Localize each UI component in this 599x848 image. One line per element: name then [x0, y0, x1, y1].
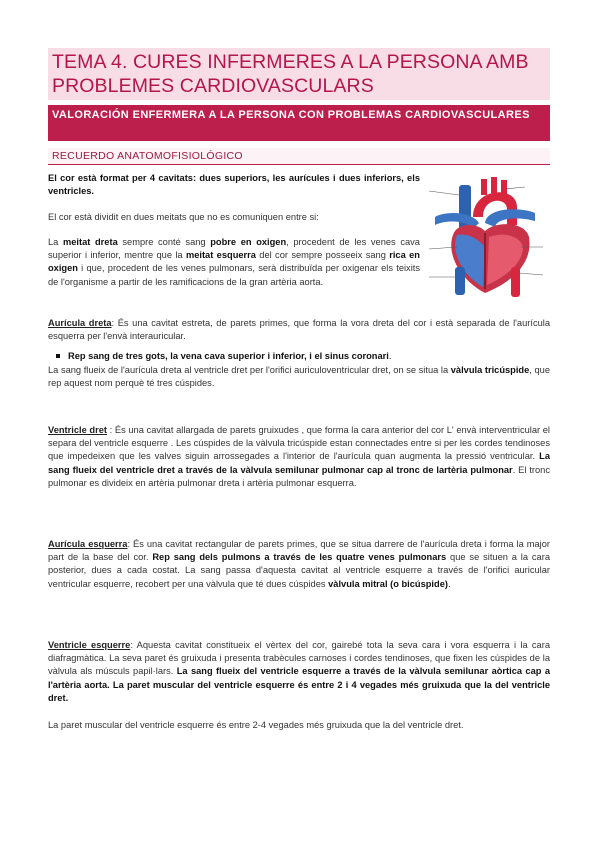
bold-run: pobre en oxigen [210, 237, 287, 247]
bullet-text: Rep sang de tres gots, la vena cava superior i inferior, i el sinus coronari [68, 351, 389, 362]
auricula-dreta-heading: Aurícula dreta [48, 318, 112, 328]
text-run: que se situen a la cara posterior, dues a cada costat. La sang passa d'aquesta cavitat al ventricle esquerre a través de l'orifici auricular ventricular esquerre, recobert per una vàlvula que té dues cúspides [48, 552, 550, 589]
ventricle-esquerre-section [48, 639, 550, 705]
bold-run: La sang flueix del ventricle esquerre a través de la vàlvula semilunar aòrtica cap a l'artèria aorta. La paret muscular del ventricle esquerre és entre 2 i 4 vegades més gruixuda que la del ventricle dret. [48, 666, 550, 703]
ventricle-dret-heading: Ventricle dret [48, 425, 107, 435]
text-run: , que rep aquest nom perquè té tres cúspides. [48, 364, 550, 388]
text-run: , procedent de les venes cava superior i inferior, mentre que la [48, 237, 420, 261]
intro-paragraph [48, 172, 420, 198]
auricula-dreta-section [48, 317, 550, 390]
bullet-end: . [388, 351, 392, 362]
text-run: La sang flueix de l'aurícula dreta al ventricle dret per l'orifici auriculoventricular dret, on se situa la [48, 364, 451, 375]
auricula-esquerra-heading: Aurícula esquerra [48, 539, 128, 549]
text-run: . El tronc pulmonar es divideix en artèria pulmonar dreta i artèria pulmonar esquerra. [48, 464, 551, 488]
section-title: RECUERDO ANATOMOFISIOLÓGICO [52, 150, 243, 162]
bold-run: meitat esquerra [185, 250, 256, 261]
bold-run: vàlvula tricúspide [450, 364, 530, 375]
text-run: del cor sempre posseeix sang [255, 250, 390, 261]
section-header [48, 148, 550, 165]
bold-run: La sang flueix del ventricle dret a través de la vàlvula semilunar pulmonar cap al tronc de lartèria pulmonar [48, 451, 550, 475]
text-run: La [48, 237, 63, 247]
heart-diagram-image [425, 177, 548, 299]
text-run: . [447, 578, 451, 589]
bold-run: vàlvula mitral (o bicúspide) [328, 578, 448, 589]
halves-paragraph [48, 211, 420, 224]
page-title: TEMA 4. CURES INFERMERES A LA PERSONA AMB PROBLEMES CARDIOVASCULARS [52, 51, 529, 97]
bold-run: rica en oxigen [48, 250, 420, 274]
auricula-dreta-list [48, 350, 550, 363]
text-run: : És una cavitat rectangular de parets primes, que se situa darrere de l'aurícula dreta i forma la major part de la base del cor. [48, 539, 550, 563]
subtitle-banner [48, 105, 550, 141]
list-item [68, 350, 550, 363]
bold-run: meitat dreta [62, 237, 118, 247]
final-paragraph [48, 719, 550, 732]
final-text: La paret muscular del ventricle esquerre és entre 2-4 vegades més gruixuda que la del ventricle dret. [48, 720, 464, 730]
ventricle-dret-section [48, 424, 550, 490]
text-run: i que, procedent de les venes pulmonars, serà distribuïda per oxigenar els teixits de l'organisme a partir de les ramificacions de la gran artèria aorta. [48, 263, 420, 287]
ventricle-esquerre-heading: Ventricle esquerre [48, 640, 131, 650]
page-subtitle: VALORACIÓN ENFERMERA A LA PERSONA CON PROBLEMAS CARDIOVASCULARES [52, 109, 530, 121]
title-banner [48, 48, 550, 100]
halves-text: El cor està dividit en dues meitats que no es comuniquen entre si: [48, 212, 319, 222]
text-run: : Aquesta cavitat constitueix el vèrtex del cor, gairebé tota la seva cara i vora esquerra i la cara diafragmàtica. La seva paret és gruixuda i presenta trabècules carnoses i cordes tendinoses, que fixen les cúspides de la vàlvula als músculs papil·lars. [48, 640, 550, 677]
bold-run: Rep sang dels pulmons a través de les quatre venes pulmonars [152, 552, 447, 563]
text-run: : És una cavitat allargada de parets gruixudes , que forma la cara anterior del cor L' envà interventricular el separa del ventricle esquerre . Les cúspides de la vàlvula tricúspide estan connectades entre si per les cordes tendinoses que impedeixen que les valves siguin arrossegades a l'interior de l'aurícula quan augmenta la pressió ventricular. [48, 425, 550, 462]
intro-bold-text: El cor està format per 4 cavitats: dues superiors, les aurícules i dues inferiors, els ventricles. [48, 173, 420, 197]
auricula-esquerra-section [48, 538, 550, 591]
text-run: : És una cavitat estreta, de parets primes, que forma la vora dreta del cor i està separada de l'aurícula esquerra per l'envà interauricular. [48, 318, 551, 342]
text-run: sempre conté sang [117, 237, 211, 247]
halves-detail-paragraph [48, 236, 420, 289]
